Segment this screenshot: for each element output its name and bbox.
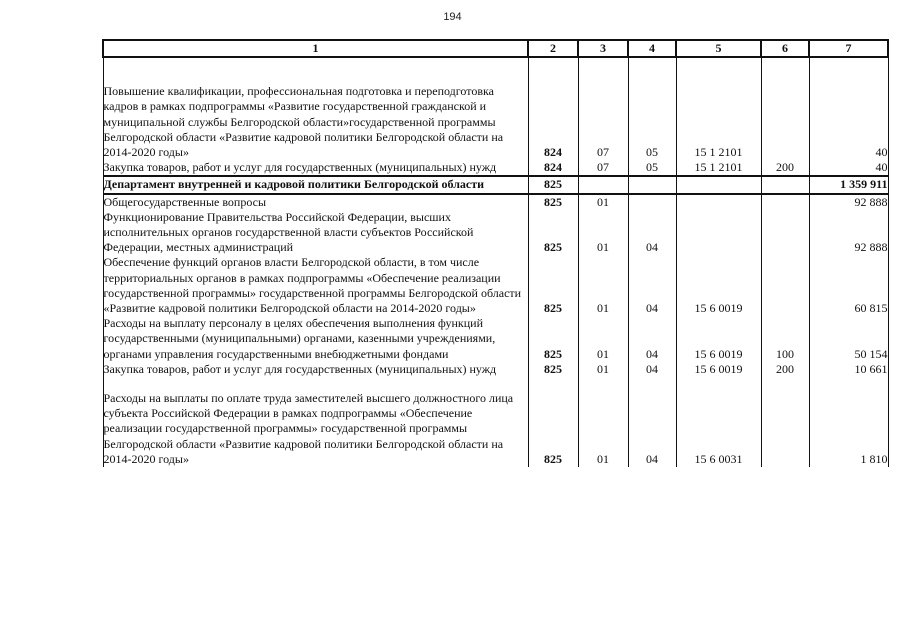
row-target-article: 15 6 0019 (676, 362, 761, 377)
row-section: 01 (578, 377, 628, 467)
row-expense-type (761, 210, 809, 256)
header-col-2: 2 (528, 40, 578, 57)
row-description: Департамент внутренней и кадровой политики Белгородской области (103, 176, 528, 193)
row-target-article (676, 176, 761, 193)
header-col-1: 1 (103, 40, 528, 57)
row-description: Обеспечение функций органов власти Белгородской области, в том числе территориальных органов в рамках подпрограммы «Обеспечение реализации государственной программы» государственной программы Белгородской области «Развитие кадровой политики Белгородской области на 2014-2020 годы» (103, 255, 528, 316)
row-ministry-code: 825 (528, 210, 578, 256)
row-section: 01 (578, 362, 628, 377)
row-expense-type: 200 (761, 160, 809, 176)
row-subsection (628, 194, 676, 210)
row-amount: 40 (809, 57, 888, 160)
row-description: Закупка товаров, работ и услуг для государственных (муниципальных) нужд (103, 362, 528, 377)
row-subsection: 04 (628, 210, 676, 256)
budget-table (102, 39, 889, 467)
row-section: 01 (578, 255, 628, 316)
row-subsection: 04 (628, 255, 676, 316)
row-section: 07 (578, 57, 628, 160)
header-col-5: 5 (676, 40, 761, 57)
header-col-7: 7 (809, 40, 888, 57)
row-target-article (676, 194, 761, 210)
row-expense-type (761, 194, 809, 210)
row-section: 07 (578, 160, 628, 176)
row-expense-type (761, 377, 809, 467)
row-amount: 60 815 (809, 255, 888, 316)
table-row-department (103, 176, 888, 193)
table-row (103, 362, 888, 377)
row-target-article: 15 6 0019 (676, 255, 761, 316)
table-row (103, 316, 888, 362)
table-row (103, 377, 888, 467)
row-ministry-code: 825 (528, 316, 578, 362)
row-amount: 1 359 911 (809, 176, 888, 193)
row-description: Общегосударственные вопросы (103, 194, 528, 210)
header-col-3: 3 (578, 40, 628, 57)
row-expense-type (761, 176, 809, 193)
table-row (103, 160, 888, 176)
row-section: 01 (578, 210, 628, 256)
row-amount: 92 888 (809, 194, 888, 210)
table-row (103, 210, 888, 256)
row-target-article: 15 6 0031 (676, 377, 761, 467)
row-ministry-code: 825 (528, 194, 578, 210)
row-subsection: 04 (628, 316, 676, 362)
row-ministry-code: 825 (528, 362, 578, 377)
row-expense-type: 200 (761, 362, 809, 377)
row-ministry-code: 824 (528, 57, 578, 160)
row-subsection: 04 (628, 377, 676, 467)
row-description: Повышение квалификации, профессиональная подготовка и переподготовка кадров в рамках подпрограммы «Развитие государственной гражданской и муниципальной службы Белгородской области»государственной программы Белгородской области «Развитие кадровой политики Белгородской области на 2014-2020 годы» (103, 57, 528, 160)
page-number: 194 (443, 11, 462, 23)
table-row (103, 57, 888, 160)
row-target-article: 15 1 2101 (676, 160, 761, 176)
row-section (578, 176, 628, 193)
row-expense-type (761, 255, 809, 316)
row-section: 01 (578, 194, 628, 210)
row-expense-type (761, 57, 809, 160)
header-row (103, 40, 888, 57)
table-row (103, 255, 888, 316)
header-col-6: 6 (761, 40, 809, 57)
table-row (103, 194, 888, 210)
row-target-article: 15 6 0019 (676, 316, 761, 362)
row-subsection: 05 (628, 160, 676, 176)
row-amount: 50 154 (809, 316, 888, 362)
row-subsection: 05 (628, 57, 676, 160)
row-description: Расходы на выплаты по оплате труда заместителей высшего должностного лица субъекта Российской Федерации в рамках подпрограммы «Обеспечение реализации государственной программы» государственной программы Белгородской области «Развитие кадровой политики Белгородской области на 2014-2020 годы» (103, 377, 528, 467)
row-subsection: 04 (628, 362, 676, 377)
row-description: Функционирование Правительства Российской Федерации, высших исполнительных органов государственной власти субъектов Российской Федерации, местных администраций (103, 210, 528, 256)
row-ministry-code: 825 (528, 377, 578, 467)
row-amount: 1 810 (809, 377, 888, 467)
row-description: Расходы на выплату персоналу в целях обеспечения выполнения функций государственными (муниципальными) органами, казенными учреждениями, органами управления государственными внебюджетными фондами (103, 316, 528, 362)
row-expense-type: 100 (761, 316, 809, 362)
row-target-article (676, 210, 761, 256)
row-ministry-code: 824 (528, 160, 578, 176)
header-col-4: 4 (628, 40, 676, 57)
row-amount: 10 661 (809, 362, 888, 377)
row-amount: 92 888 (809, 210, 888, 256)
row-amount: 40 (809, 160, 888, 176)
row-subsection (628, 176, 676, 193)
row-description: Закупка товаров, работ и услуг для государственных (муниципальных) нужд (103, 160, 528, 176)
budget-table-container (102, 39, 887, 467)
row-target-article: 15 1 2101 (676, 57, 761, 160)
row-section: 01 (578, 316, 628, 362)
row-ministry-code: 825 (528, 176, 578, 193)
row-ministry-code: 825 (528, 255, 578, 316)
